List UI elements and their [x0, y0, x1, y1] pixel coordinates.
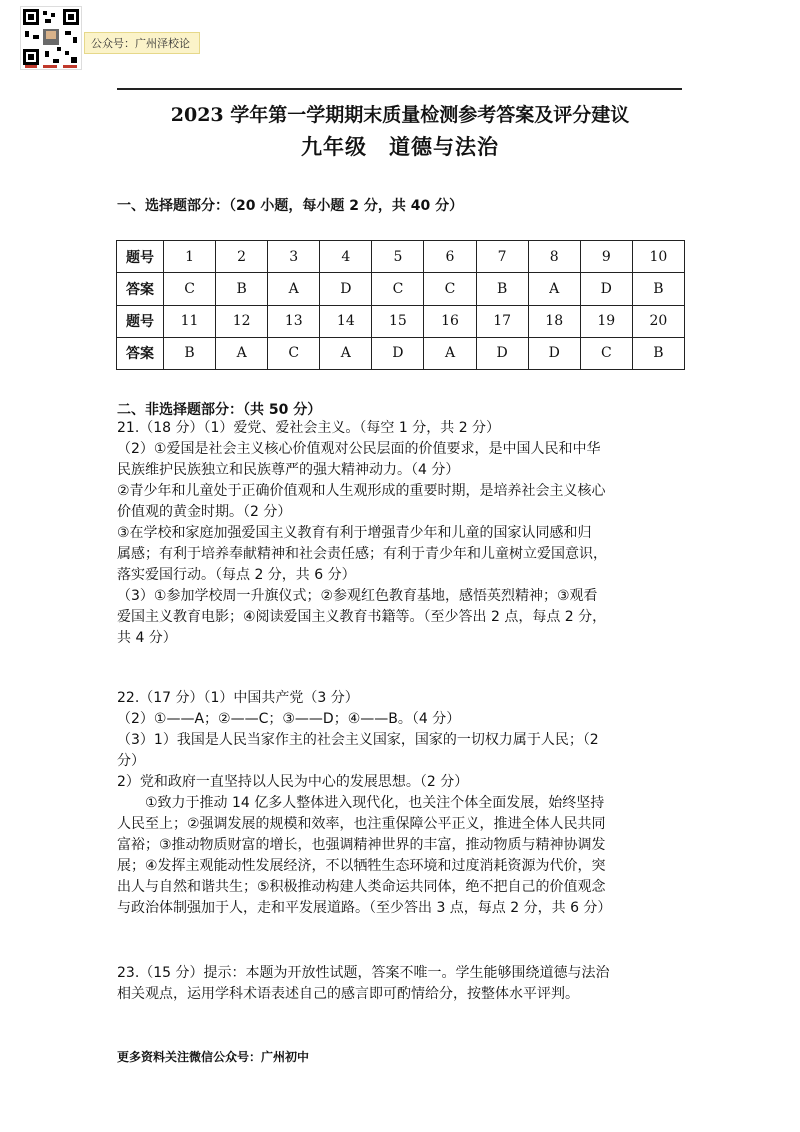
table-cell: 11 — [164, 305, 216, 337]
table-cell: A — [216, 337, 268, 369]
table-cell: A — [268, 273, 320, 305]
answer-line: 价值观的黄金时期。（2 分） — [117, 504, 292, 520]
table-cell: C — [268, 337, 320, 369]
answer-line: 属感；有利于培养奉献精神和社会责任感；有利于青少年和儿童树立爱国意识， — [117, 546, 607, 562]
table-cell: D — [580, 273, 632, 305]
table-row — [117, 273, 685, 305]
table-cell: 15 — [372, 305, 424, 337]
table-cell: 16 — [424, 305, 476, 337]
row-label: 题号 — [117, 305, 164, 337]
table-cell: 1 — [164, 241, 216, 273]
section-heading-non-choice: 二、非选择题部分：（共 50 分） — [117, 402, 322, 418]
answer-line: ②青少年和儿童处于正确价值观和人生观形成的重要时期，是培养社会主义核心 — [117, 483, 606, 499]
question-21-answer — [117, 418, 687, 649]
table-cell: B — [216, 273, 268, 305]
table-cell: 10 — [632, 241, 684, 273]
table-cell: 12 — [216, 305, 268, 337]
question-23-answer — [117, 963, 687, 1005]
table-cell: B — [632, 273, 684, 305]
table-row — [117, 241, 685, 273]
answer-line: 展；④发挥主观能动性发展经济，不以牺牲生态环境和过度消耗资源为代价，突 — [117, 858, 606, 874]
qr-code — [20, 6, 82, 70]
answer-line: 22.（17 分）（1）中国共产党（3 分） — [117, 690, 359, 706]
table-cell: 8 — [528, 241, 580, 273]
table-cell: D — [476, 337, 528, 369]
answer-line: 21.（18 分）（1）爱党、爱社会主义。（每空 1 分，共 2 分） — [117, 420, 501, 436]
qr-code-icon — [21, 7, 81, 69]
table-cell: 20 — [632, 305, 684, 337]
table-cell: 7 — [476, 241, 528, 273]
table-row — [117, 305, 685, 337]
answer-line: 共 4 分） — [117, 630, 177, 646]
table-cell: C — [372, 273, 424, 305]
answer-line: ③在学校和家庭加强爱国主义教育有利于增强青少年和儿童的国家认同感和归 — [117, 525, 592, 541]
table-cell: B — [164, 337, 216, 369]
table-cell: B — [476, 273, 528, 305]
table-cell: C — [164, 273, 216, 305]
table-cell: 2 — [216, 241, 268, 273]
table-cell: 19 — [580, 305, 632, 337]
answer-line: 相关观点，运用学科术语表述自己的感言即可酌情给分，按整体水平评判。 — [117, 986, 579, 1002]
row-label: 答案 — [117, 337, 164, 369]
doc-subtitle: 九年级 道德与法治 — [301, 134, 499, 159]
table-row — [117, 337, 685, 369]
table-cell: 3 — [268, 241, 320, 273]
table-cell: 4 — [320, 241, 372, 273]
footer-note: 更多资料关注微信公众号：广州初中 — [117, 1050, 310, 1064]
table-cell: A — [424, 337, 476, 369]
table-cell: A — [528, 273, 580, 305]
table-cell: 18 — [528, 305, 580, 337]
table-cell: D — [372, 337, 424, 369]
row-label: 答案 — [117, 273, 164, 305]
answer-line: 民族维护民族独立和民族尊严的强大精神动力。（4 分） — [117, 462, 460, 478]
answer-line: （3）1）我国是人民当家作主的社会主义国家，国家的一切权力属于人民；（2 — [117, 732, 599, 748]
table-cell: 14 — [320, 305, 372, 337]
table-cell: A — [320, 337, 372, 369]
section-heading-choice: 一、选择题部分：（20 小题，每小题 2 分，共 40 分） — [117, 198, 464, 214]
answer-line: ①致力于推动 14 亿多人整体进入现代化，也关注个体全面发展，始终坚持 — [145, 795, 605, 811]
table-cell: C — [424, 273, 476, 305]
table-cell: B — [632, 337, 684, 369]
table-cell: 6 — [424, 241, 476, 273]
answer-table — [116, 240, 685, 370]
answer-line: （3）①参加学校周一升旗仪式；②参观红色教育基地，感悟英烈精神；③观看 — [117, 588, 598, 604]
answer-line: （2）①爱国是社会主义核心价值观对公民层面的价值要求，是中国人民和中华 — [117, 441, 601, 457]
answer-line: 与政治体制强加于人，走和平发展道路。（至少答出 3 点，每点 2 分，共 6 分） — [117, 900, 612, 916]
table-cell: D — [528, 337, 580, 369]
header-rule — [117, 88, 682, 90]
table-cell: 17 — [476, 305, 528, 337]
answer-line: 23.（15 分）提示：本题为开放性试题，答案不唯一。学生能够围绕道德与法治 — [117, 965, 610, 981]
doc-title: 2023 学年第一学期期末质量检测参考答案及评分建议 — [170, 104, 630, 126]
answer-line: 2）党和政府一直坚持以人民为中心的发展思想。（2 分） — [117, 774, 469, 790]
answer-line: 落实爱国行动。（每点 2 分，共 6 分） — [117, 567, 356, 583]
answer-line: 富裕；③推动物质财富的增长，也强调精神世界的丰富，推动物质与精神协调发 — [117, 837, 606, 853]
table-cell: 9 — [580, 241, 632, 273]
answer-line: 人民至上；②强调发展的规模和效率，也注重保障公平正义，推进全体人民共同 — [117, 816, 606, 832]
answer-line: 爱国主义教育电影；④阅读爱国主义教育书籍等。（至少答出 2 点，每点 2 分， — [117, 609, 607, 625]
answer-line: （2）①——A；②——C；③——D；④——B。（4 分） — [117, 711, 461, 727]
public-account-banner: 公众号：广州泽校论 — [84, 32, 200, 54]
table-cell: 5 — [372, 241, 424, 273]
question-22-answer — [117, 688, 687, 919]
answer-line: 出人与自然和谐共生；⑤积极推动构建人类命运共同体，绝不把自己的价值观念 — [117, 879, 606, 895]
table-cell: 13 — [268, 305, 320, 337]
row-label: 题号 — [117, 241, 164, 273]
table-cell: D — [320, 273, 372, 305]
answer-line: 分） — [117, 753, 145, 769]
table-cell: C — [580, 337, 632, 369]
